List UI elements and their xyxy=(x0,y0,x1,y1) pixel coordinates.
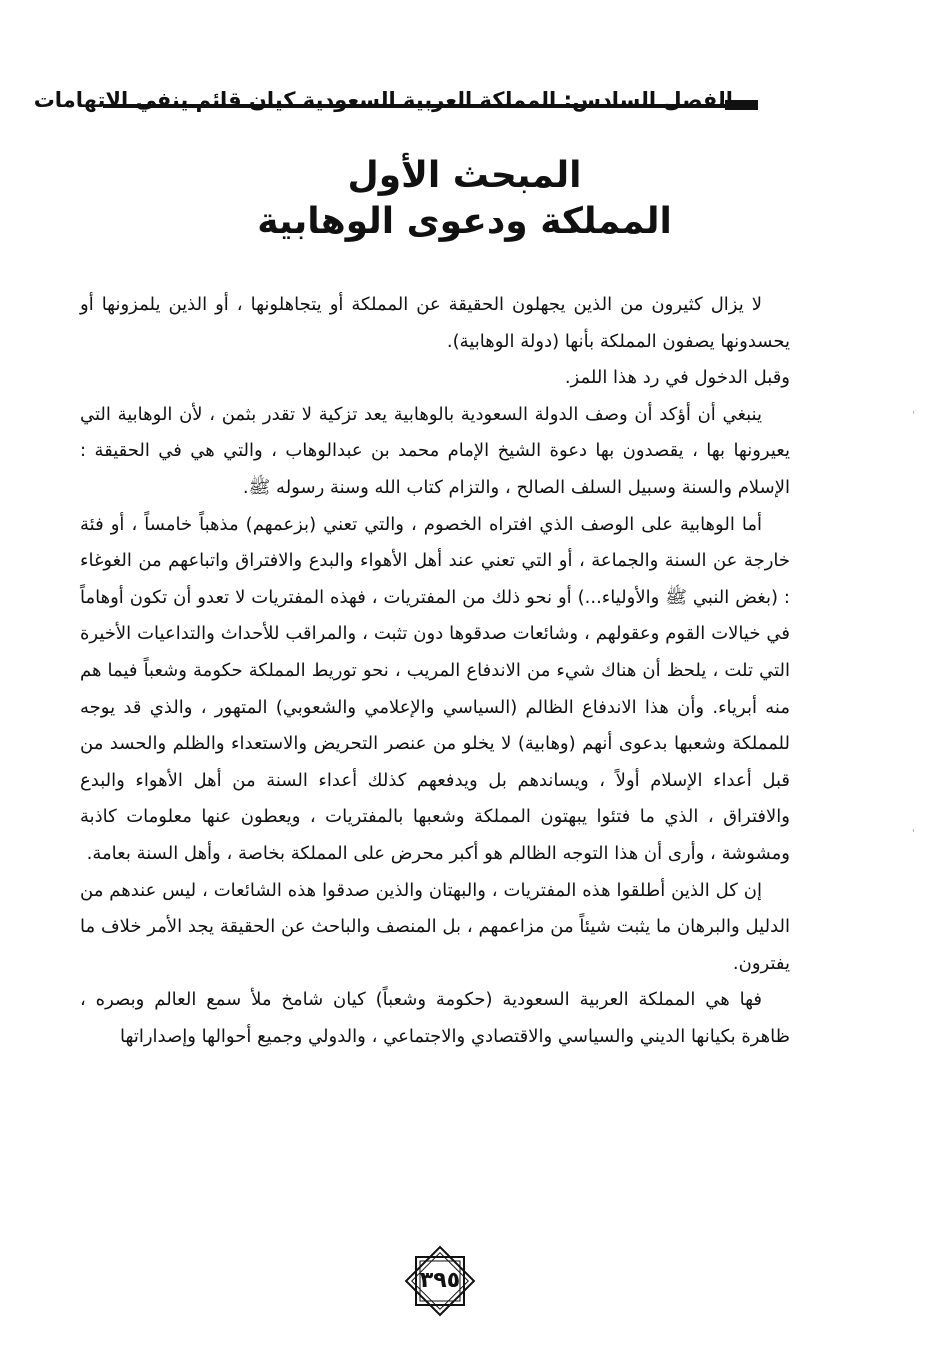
section-title-line-1: المبحث الأول xyxy=(347,155,582,196)
section-title xyxy=(0,153,929,245)
body-text xyxy=(80,287,790,1055)
margin-mark: ' xyxy=(912,828,915,839)
section-title-line-2: المملكة ودعوى الوهابية xyxy=(257,201,672,242)
paragraph-3: ينبغي أن أؤكد أن وصف الدولة السعودية بالوهابية يعد تزكية لا تقدر بثمن ، لأن الوهابية التي يعيرونها بها ، يقصدون بها دعوة الشيخ الإمام محمد بن عبدالوهاب ، والتي هي في الحقيقة : الإسلام والسنة وسبيل السلف الصالح ، والتزام كتاب الله وسنة رسوله ﷺ. xyxy=(80,403,790,498)
paragraph-4: أما الوهابية على الوصف الذي افتراه الخصوم ، والتي تعني (بزعمهم) مذهباً خامساً ، أو فئة خارجة عن السنة والجماعة ، أو التي تعني عند أهل الأهواء والبدع والافتراق واتباعهم من الغوغاء : (بغض النبي ﷺ والأولياء...) أو نحو ذلك من المفتريات ، فهذه المفتريات لا تعدو أن تكون أوهاماً في خيالات القوم وعقولهم ، وشائعات صدقوها دون تثبت ، والمراقب للأحداث والتداعيات الأخيرة التي تلت ، يلحظ أن هناك شيء من الاندفاع المريب ، نحو توريط المملكة حكومة وشعباً فيما هم منه أبرياء. وأن هذا الاندفاع الظالم (السياسي والإعلامي والشعوبي) المتهور ، والذي قد يوجه للمملكة وشعبها بدعوى أنهم (وهابية) لا يخلو من عنصر التحريض والاستعداء والظلم والحسد من قبل أعداء الإسلام أولاً ، ويساندهم بل ويدفعهم كذلك أعداء السنة من أهل الأهواء والبدع والافتراق ، الذي ما فتئوا يبهتون المملكة وشعبها بالمفتريات ، ويعطون عنها معلومات كاذبة ومشوشة ، وأرى أن هذا التوجه الظالم هو أكبر محرض على المملكة بخاصة ، وأهل السنة بعامة. xyxy=(80,513,790,864)
paragraph-6: فها هي المملكة العربية السعودية (حكومة وشعباً) كيان شامخ ملأ سمع العالم وبصره ، ظاهرة بكيانها الديني والسياسي والاقتصادي والاجتماعي ، والدولي وجميع أحوالها وإصداراتها xyxy=(80,989,790,1047)
page-number: ٣٩٥ xyxy=(419,1268,461,1293)
paragraph-1: لا يزال كثيرون من الذين يجهلون الحقيقة عن المملكة أو يتجاهلونها ، أو الذين يلمزونها أو يحسدونها يصفون المملكة بأنها (دولة الوهابية). xyxy=(80,294,790,352)
running-header: الفصل السادس: المملكة العربية السعودية كيان قائم ينفي الاتهامات xyxy=(33,88,733,112)
margin-mark: ' xyxy=(912,410,915,421)
page-number-ornament xyxy=(402,1243,478,1319)
paragraph-5: إن كل الذين أطلقوا هذه المفتريات ، والبهتان والذين صدقوا هذه الشائعات ، ليس عندهم من الدليل والبرهان ما يثبت شيئاً من مزاعمهم ، بل المنصف والباحث عن الحقيقة يجد الأمر خلاف ما يفترون. xyxy=(80,879,790,974)
paragraph-2: وقبل الدخول في رد هذا اللمز. xyxy=(564,367,790,389)
